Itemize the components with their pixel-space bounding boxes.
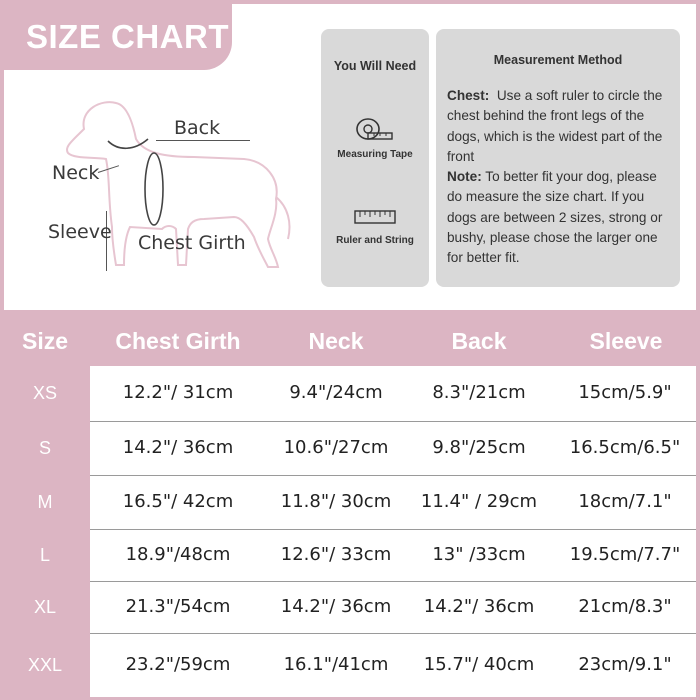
row-divider (90, 633, 696, 634)
back-measure-line (156, 140, 250, 141)
label-back: Back (174, 117, 221, 139)
neck-cell: 9.4"/24cm (289, 382, 383, 403)
size-cell: XXL (27, 655, 63, 675)
chest-girth-cell: 23.2"/59cm (125, 654, 231, 675)
back-cell: 8.3"/21cm (432, 382, 526, 403)
back-cell: 11.4" / 29cm (420, 491, 538, 512)
sleeve-cell: 21cm/8.3" (578, 596, 672, 617)
measurement-method-text (447, 86, 675, 269)
you-will-need-panel (321, 29, 429, 287)
size-cell: L (39, 545, 50, 565)
chest-girth-loop (145, 153, 163, 225)
page-title: SIZE CHART (26, 18, 229, 55)
size-cell: XS (32, 383, 57, 403)
chest-girth-cell: 14.2"/ 36cm (122, 437, 234, 458)
neck-cell: 12.6"/ 33cm (280, 544, 392, 565)
size-cell: M (37, 492, 53, 512)
top-panel (4, 4, 696, 310)
chest-label: Chest: (447, 88, 490, 103)
header-size: Size (21, 328, 69, 354)
sleeve-cell: 18cm/7.1" (578, 491, 672, 512)
row-divider (90, 475, 696, 476)
sleeve-cell: 15cm/5.9" (578, 382, 672, 403)
chest-girth-cell: 21.3"/54cm (125, 596, 231, 617)
sleeve-cell: 23cm/9.1" (578, 654, 672, 675)
back-cell: 15.7"/ 40cm (423, 654, 535, 675)
measuring-tape-icon (354, 115, 394, 143)
row-divider (90, 421, 696, 422)
chest-girth-cell: 12.2"/ 31cm (122, 382, 234, 403)
label-neck: Neck (52, 162, 100, 184)
neck-cell: 16.1"/41cm (283, 654, 389, 675)
measurement-method-panel (436, 29, 680, 287)
label-chest-girth: Chest Girth (138, 232, 246, 254)
sleeve-cell: 19.5cm/7.7" (569, 544, 681, 565)
size-table-header (0, 316, 700, 366)
label-sleeve: Sleeve (48, 221, 112, 243)
note-text: To better fit your dog, please do measure the size chart. If you dogs are between 2 sizes, strong or bushy, please chose the larger one for better fit. (447, 169, 663, 266)
title-tab (4, 4, 232, 70)
you-will-need-title: You Will Need (333, 59, 417, 73)
note-label: Note: (447, 169, 482, 185)
measurement-method-title: Measurement Method (493, 53, 623, 67)
header-sleeve: Sleeve (589, 328, 663, 354)
header-chest-girth: Chest Girth (115, 328, 241, 354)
neck-cell: 11.8"/ 30cm (280, 491, 392, 512)
back-cell: 14.2"/ 36cm (423, 596, 535, 617)
neck-cell: 10.6"/27cm (283, 437, 389, 458)
neck-cell: 14.2"/ 36cm (280, 596, 392, 617)
header-neck: Neck (308, 328, 364, 354)
sleeve-cell: 16.5cm/6.5" (569, 437, 681, 458)
back-cell: 13" /33cm (432, 544, 526, 565)
back-cell: 9.8"/25cm (432, 437, 526, 458)
measuring-tape-label: Measuring Tape (337, 149, 413, 160)
chest-girth-cell: 18.9"/48cm (125, 544, 231, 565)
chest-instruction: Use a soft ruler to circle the chest behind the front legs of the dogs, which is the widest part of the front (447, 88, 663, 164)
chest-girth-cell: 16.5"/ 42cm (122, 491, 234, 512)
size-cell: XL (33, 597, 57, 617)
ruler-icon (354, 209, 396, 225)
ruler-string-label: Ruler and String (336, 235, 414, 246)
row-divider (90, 529, 696, 530)
size-cell: S (38, 438, 51, 458)
row-divider (90, 581, 696, 582)
header-back: Back (451, 328, 507, 354)
